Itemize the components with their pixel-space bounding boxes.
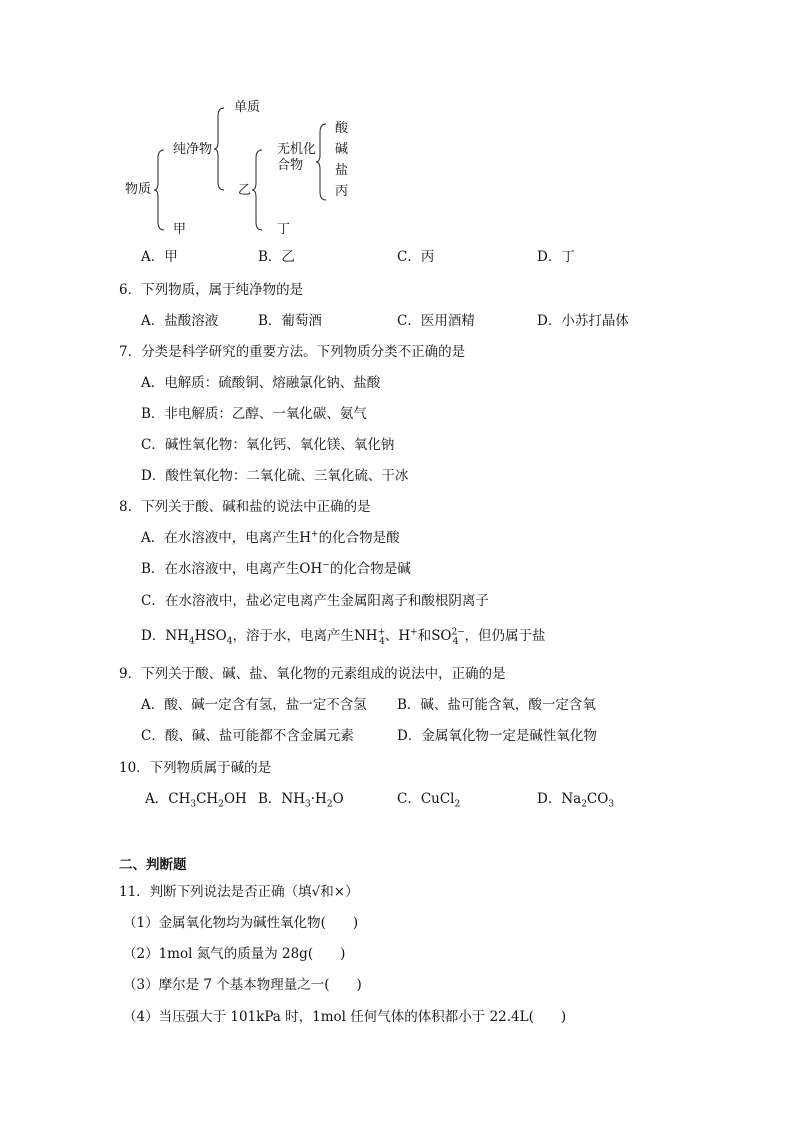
q5-option-a: A．甲 bbox=[141, 249, 178, 265]
q6-option-a: A．盐酸溶液 bbox=[141, 313, 219, 329]
q7-option-b: B．非电解质：乙醇、一氧化碳、氨气 bbox=[141, 406, 367, 422]
diagram-yi: 乙 bbox=[238, 183, 252, 198]
q11-item-4: （4）当压强大于 101kPa 时，1mol 任何气体的体积都小于 22.4L( ) bbox=[123, 1009, 567, 1025]
q11-item-1: （1）金属氧化物均为碱性氧化物( ) bbox=[123, 915, 359, 931]
diagram-jia: 甲 bbox=[173, 222, 187, 237]
q11-item-3: （3）摩尔是 7 个基本物理量之一( ) bbox=[123, 977, 362, 993]
q9-stem: 9．下列关于酸、碱、盐、氧化物的元素组成的说法中，正确的是 bbox=[119, 666, 506, 682]
q6-stem: 6．下列物质，属于纯净物的是 bbox=[119, 282, 304, 298]
brace-inorganic bbox=[316, 124, 328, 200]
q7-stem: 7．分类是科学研究的重要方法。下列物质分类不正确的是 bbox=[119, 344, 466, 360]
diagram-inorganic-1: 无机化 bbox=[277, 142, 317, 157]
q10-option-a: A．$CH_3CH_2OH$ bbox=[145, 791, 247, 810]
q10-option-b: B．$NH_3\cdot H_2O$ bbox=[258, 791, 344, 810]
brace-root bbox=[154, 150, 166, 230]
q6-option-c: C．医用酒精 bbox=[397, 313, 475, 329]
diagram-inorganic-2: 合物 bbox=[277, 158, 304, 173]
diagram-root: 物质 bbox=[125, 182, 152, 197]
q5-option-c: C．丙 bbox=[397, 249, 435, 265]
q10-stem: 10．下列物质属于碱的是 bbox=[119, 760, 272, 776]
diagram-ding: 丁 bbox=[277, 222, 291, 237]
q5-option-b: B．乙 bbox=[258, 249, 295, 265]
q5-option-d: D．丁 bbox=[537, 249, 575, 265]
q8-option-b: B．在水溶液中，电离产生OH−的化合物是碱 bbox=[141, 560, 411, 577]
section-title: 二、判断题 bbox=[119, 857, 187, 873]
q6-option-d: D．小苏打晶体 bbox=[537, 313, 629, 329]
diagram-bing: 丙 bbox=[335, 184, 349, 199]
diagram-salt: 盐 bbox=[335, 163, 349, 178]
q7-option-a: A．电解质：硫酸铜、熔融氯化钠、盐酸 bbox=[141, 375, 381, 391]
q8-option-d: D．$NH_4HSO_4$，溶于水，电离产生$NH^+_4$、H+和$SO^{2-}_4$ ，但仍属于盐 bbox=[141, 627, 546, 647]
q8-stem: 8．下列关于酸、碱和盐的说法中正确的是 bbox=[119, 499, 371, 515]
diagram-element: 单质 bbox=[234, 100, 261, 115]
q9-option-a: A．酸、碱一定含有氢，盐一定不含氢 bbox=[141, 697, 367, 713]
diagram-base: 碱 bbox=[335, 142, 349, 157]
brace-pure bbox=[214, 108, 226, 190]
q10-option-d: D．$Na_2CO_3$ bbox=[537, 791, 615, 810]
q10-option-c: C．CuCl$_2$ bbox=[397, 791, 461, 810]
q8-option-a: A．在水溶液中，电离产生H+的化合物是酸 bbox=[141, 529, 400, 546]
q7-option-c: C．碱性氧化物：氧化钙、氧化镁、氧化钠 bbox=[141, 437, 395, 453]
q11-item-2: （2）1mol 氮气的质量为 28g( ) bbox=[123, 946, 346, 962]
q11-stem: 11．判断下列说法是否正确（填√和×） bbox=[119, 884, 359, 900]
q8-option-c: C．在水溶液中，盐必定电离产生金属阳离子和酸根阴离子 bbox=[141, 593, 489, 609]
brace-yi bbox=[252, 150, 264, 230]
q6-option-b: B．葡萄酒 bbox=[258, 313, 322, 329]
diagram-acid: 酸 bbox=[335, 121, 349, 136]
diagram-pure: 纯净物 bbox=[173, 142, 213, 157]
q9-option-c: C．酸、碱、盐可能都不含金属元素 bbox=[141, 728, 354, 744]
q7-option-d: D．酸性氧化物：二氧化硫、三氧化硫、干冰 bbox=[141, 468, 409, 484]
q9-option-d: D．金属氧化物一定是碱性氧化物 bbox=[397, 728, 597, 744]
q9-option-b: B．碱、盐可能含氧，酸一定含氧 bbox=[397, 697, 596, 713]
